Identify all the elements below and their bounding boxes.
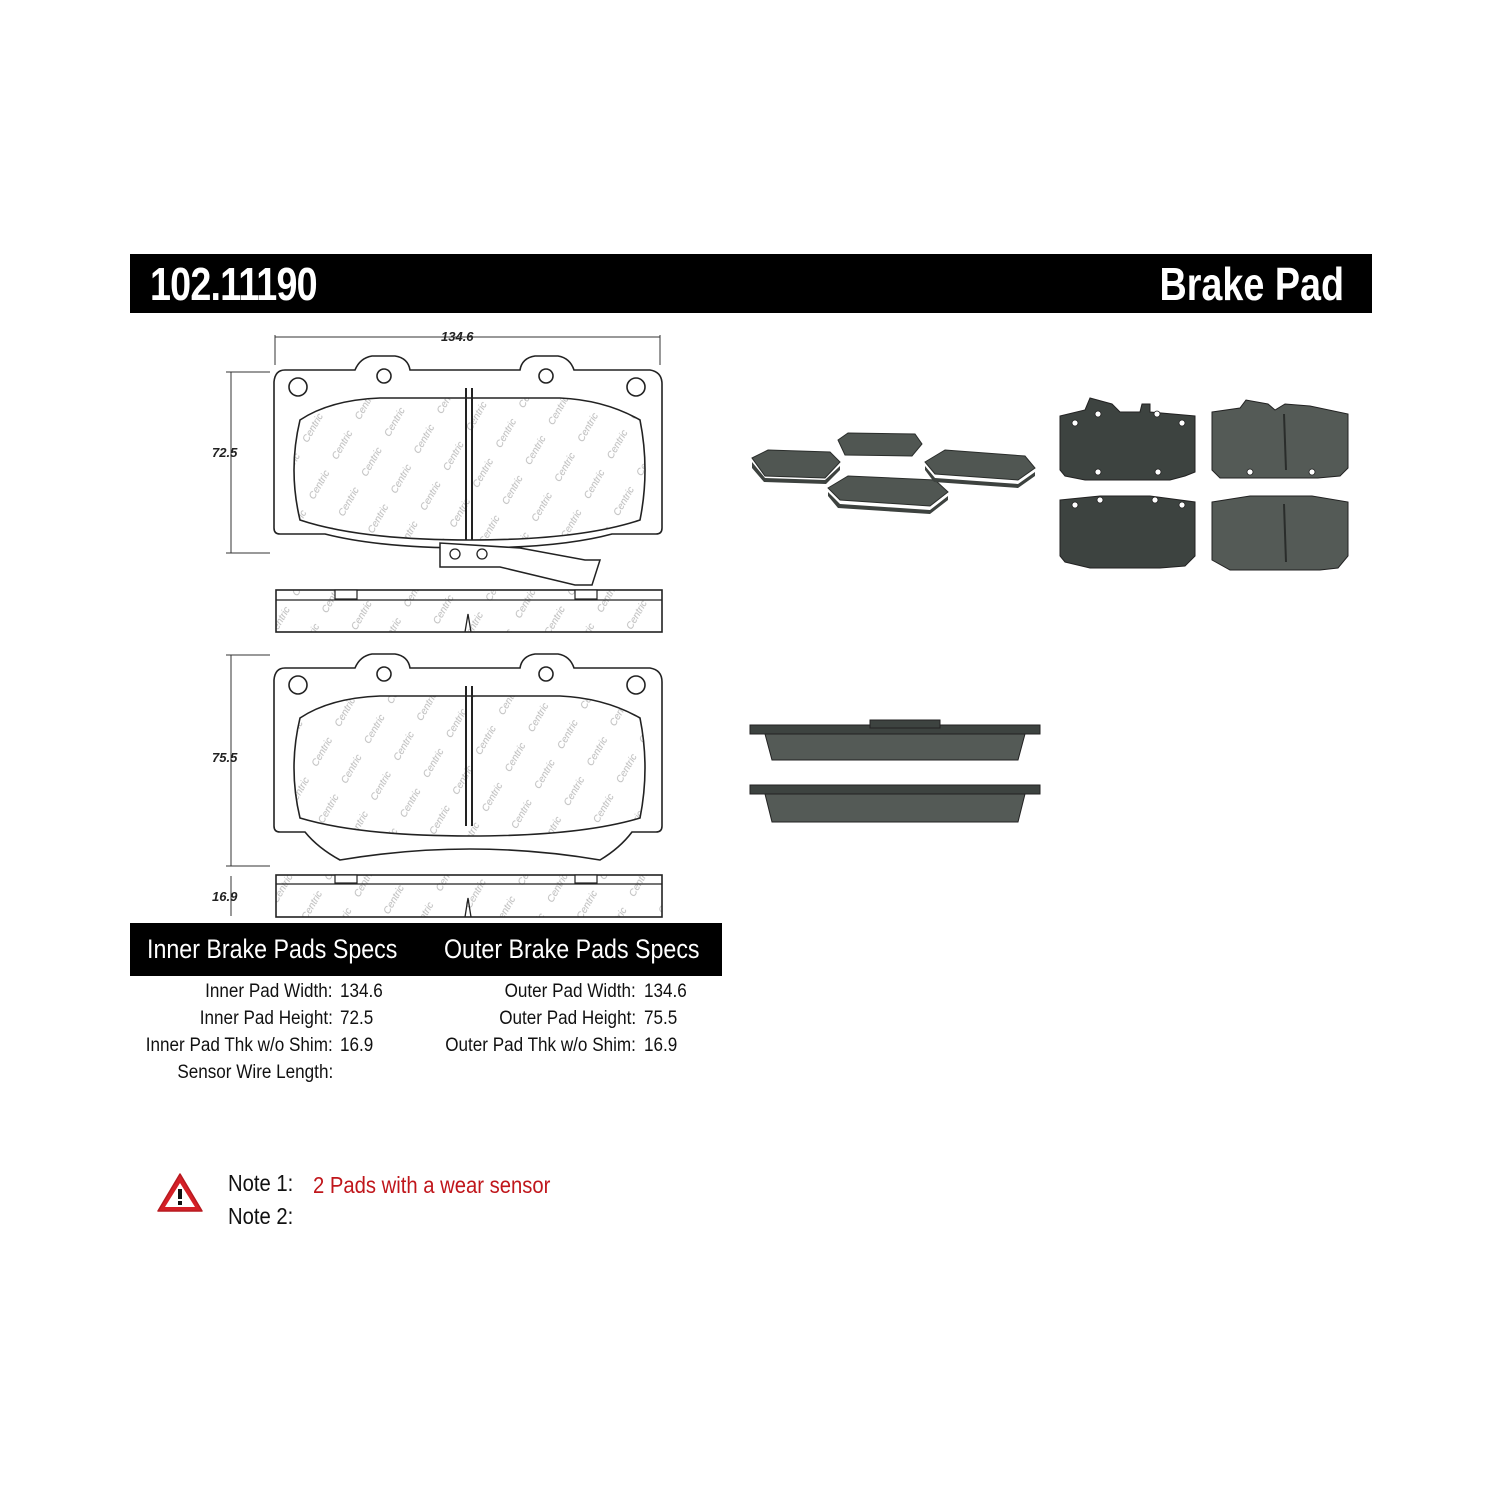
inner-thickness-value: 16.9 xyxy=(340,1035,374,1056)
sensor-wire-length-label: Sensor Wire Length: xyxy=(177,1062,333,1083)
note-2-label: Note 2: xyxy=(228,1203,294,1229)
outer-height-label: Outer Pad Height: xyxy=(499,1008,636,1029)
outer-thickness-value: 16.9 xyxy=(644,1035,678,1056)
product-photo-set xyxy=(745,330,1045,630)
dim-thickness-label: 16.9 xyxy=(212,889,238,904)
inner-width-label: Inner Pad Width: xyxy=(205,981,333,1002)
dim-outer-height-label: 75.5 xyxy=(212,750,238,765)
inner-width-value: 134.6 xyxy=(340,981,383,1002)
outer-specs-heading: Outer Brake Pads Specs xyxy=(444,934,700,964)
product-photo-flat-pads xyxy=(1055,330,1355,600)
inner-pad-drawing xyxy=(274,356,662,585)
inner-thickness-label: Inner Pad Thk w/o Shim: xyxy=(146,1035,333,1056)
outer-thickness-label: Outer Pad Thk w/o Shim: xyxy=(445,1035,636,1056)
dim-width-label: 134.6 xyxy=(441,329,474,344)
part-number: 102.11190 xyxy=(150,258,317,310)
outer-pad-drawing xyxy=(274,654,662,860)
warning-icon xyxy=(156,1171,204,1213)
technical-drawing xyxy=(200,325,760,925)
inner-height-label: Inner Pad Height: xyxy=(199,1008,333,1029)
note-1-label: Note 1: xyxy=(228,1170,294,1196)
inner-specs-heading: Inner Brake Pads Specs xyxy=(147,934,398,964)
product-photo-side-pads xyxy=(745,715,1045,835)
dim-inner-height-label: 72.5 xyxy=(212,445,238,460)
note-1-text: 2 Pads with a wear sensor xyxy=(313,1172,551,1198)
inner-height-value: 72.5 xyxy=(340,1008,374,1029)
inner-pad-side-drawing xyxy=(276,590,662,632)
outer-width-label: Outer Pad Width: xyxy=(504,981,636,1002)
outer-height-value: 75.5 xyxy=(644,1008,678,1029)
outer-width-value: 134.6 xyxy=(644,981,687,1002)
outer-pad-side-drawing xyxy=(231,875,662,917)
product-title: Brake Pad xyxy=(1159,258,1344,310)
